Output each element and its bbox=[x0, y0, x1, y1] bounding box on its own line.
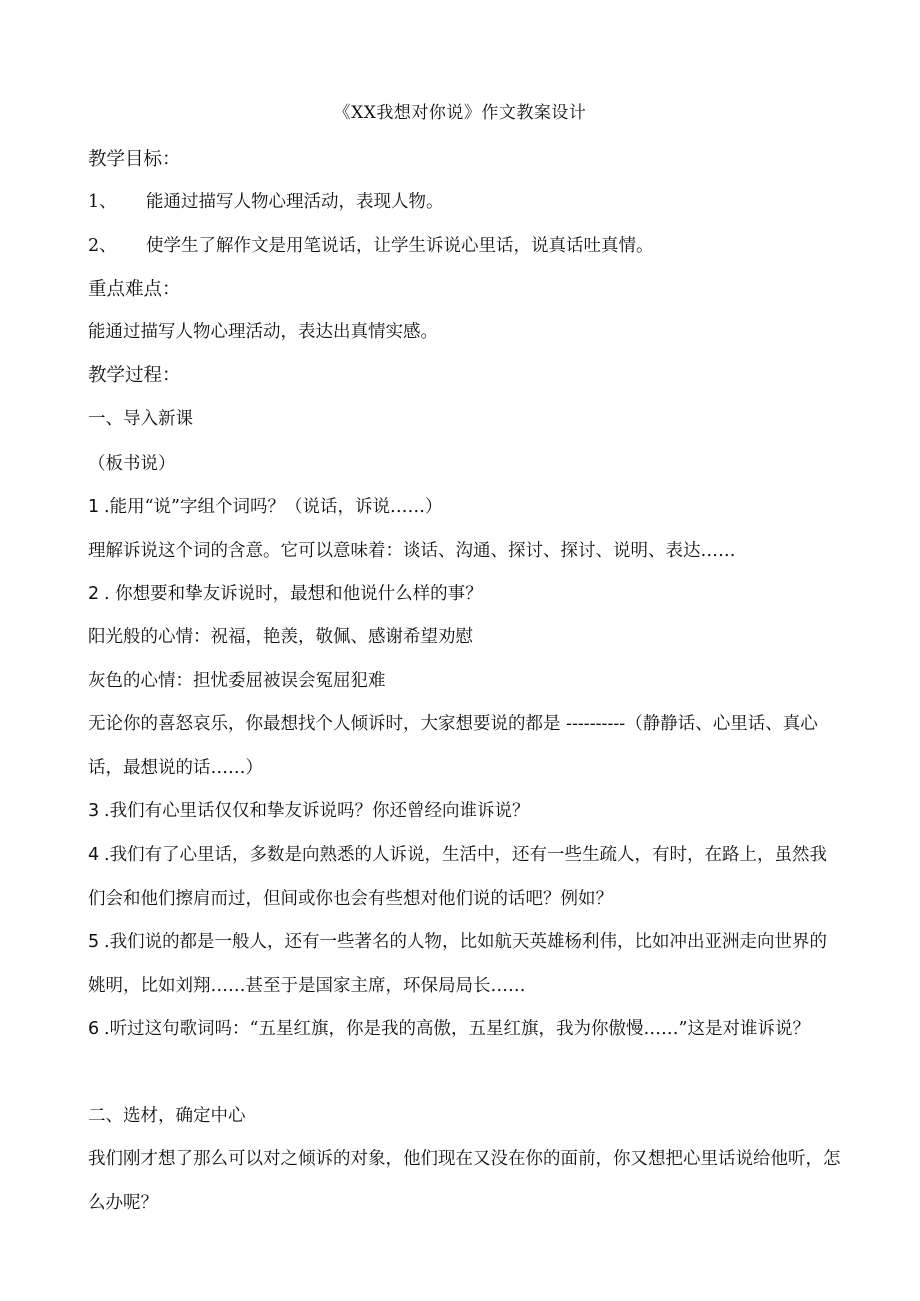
question-text: .我们有了心里话，多数是向熟悉的人诉说，生活中，还有一些生疏人，有时，在路上，虽然我们会和他们擦肩而过，但间或你也会有些想对他们说的话吧？例如？ bbox=[88, 845, 828, 909]
question-number: 1 bbox=[88, 497, 100, 517]
objective-item-1 bbox=[88, 188, 842, 216]
objective-number: 1、 bbox=[88, 192, 117, 212]
objective-item-2 bbox=[88, 232, 842, 260]
question-text: .我们有心里话仅仅和挚友诉说吗？你还曾经向谁诉说？ bbox=[104, 801, 530, 821]
keypoints-heading: 重点难点： bbox=[88, 279, 181, 300]
question-text: .我们说的都是一般人，还有一些著名的人物，比如航天英雄杨利伟，比如冲出亚洲走向世界的姚明，比如刘翔……甚至于是国家主席，环保局局长…… bbox=[88, 932, 828, 996]
question-5 bbox=[88, 920, 842, 1008]
objective-text: 使学生了解作文是用笔说话，让学生诉说心里话，说真话吐真情。 bbox=[146, 236, 654, 256]
board-note: （板书说） bbox=[88, 454, 176, 474]
document-title: 《XX我想对你说》作文教案设计 bbox=[333, 103, 587, 123]
gray-mood-line: 灰色的心情：担忧委屈被误会冤屈犯难 bbox=[88, 671, 386, 691]
objective-number: 2、 bbox=[88, 236, 117, 256]
joy-sorrow-paragraph: 无论你的喜怒哀乐，你最想找个人倾诉时，大家想要说的都是 ----------（静静话、心里话、真心话，最想说的话……） bbox=[88, 714, 818, 778]
section2-paragraph: 我们刚才想了那么可以对之倾诉的对象，他们现在又没在你的面前，你又想把心里话说给他听，怎么办呢？ bbox=[88, 1149, 841, 1213]
keypoints-text: 能通过描写人物心理活动，表达出真情实感。 bbox=[88, 322, 438, 342]
question-6 bbox=[88, 1007, 842, 1051]
process-heading: 教学过程： bbox=[88, 365, 181, 386]
section1-heading: 一、导入新课 bbox=[88, 409, 193, 429]
question-text: . 你想要和挚友诉说时，最想和他说什么样的事？ bbox=[104, 584, 483, 604]
question-1 bbox=[88, 493, 842, 521]
question-number: 2 bbox=[88, 584, 100, 604]
sunny-mood-line: 阳光般的心情：祝福，艳羡，敬佩、感谢希望劝慰 bbox=[88, 627, 473, 647]
question-2 bbox=[88, 580, 842, 608]
question-1-explanation: 理解诉说这个词的含意。它可以意味着：谈话、沟通、探讨、探讨、说明、表达…… bbox=[88, 541, 736, 561]
question-number: 4 bbox=[88, 845, 100, 865]
question-4 bbox=[88, 833, 842, 921]
question-text: .听过这句歌词吗：“五星红旗，你是我的高傲，五星红旗，我为你傲慢……”这是对谁诉说？ bbox=[104, 1019, 810, 1039]
section2-heading: 二、选材，确定中心 bbox=[88, 1106, 246, 1126]
objective-text: 能通过描写人物心理活动，表现人物。 bbox=[146, 192, 444, 212]
question-number: 6 bbox=[88, 1019, 100, 1039]
question-number: 3 bbox=[88, 801, 100, 821]
objectives-heading: 教学目标： bbox=[88, 149, 181, 170]
question-3 bbox=[88, 797, 842, 825]
question-number: 5 bbox=[88, 932, 100, 952]
question-text: .能用“说”字组个词吗？（说话，诉说……） bbox=[104, 497, 443, 517]
